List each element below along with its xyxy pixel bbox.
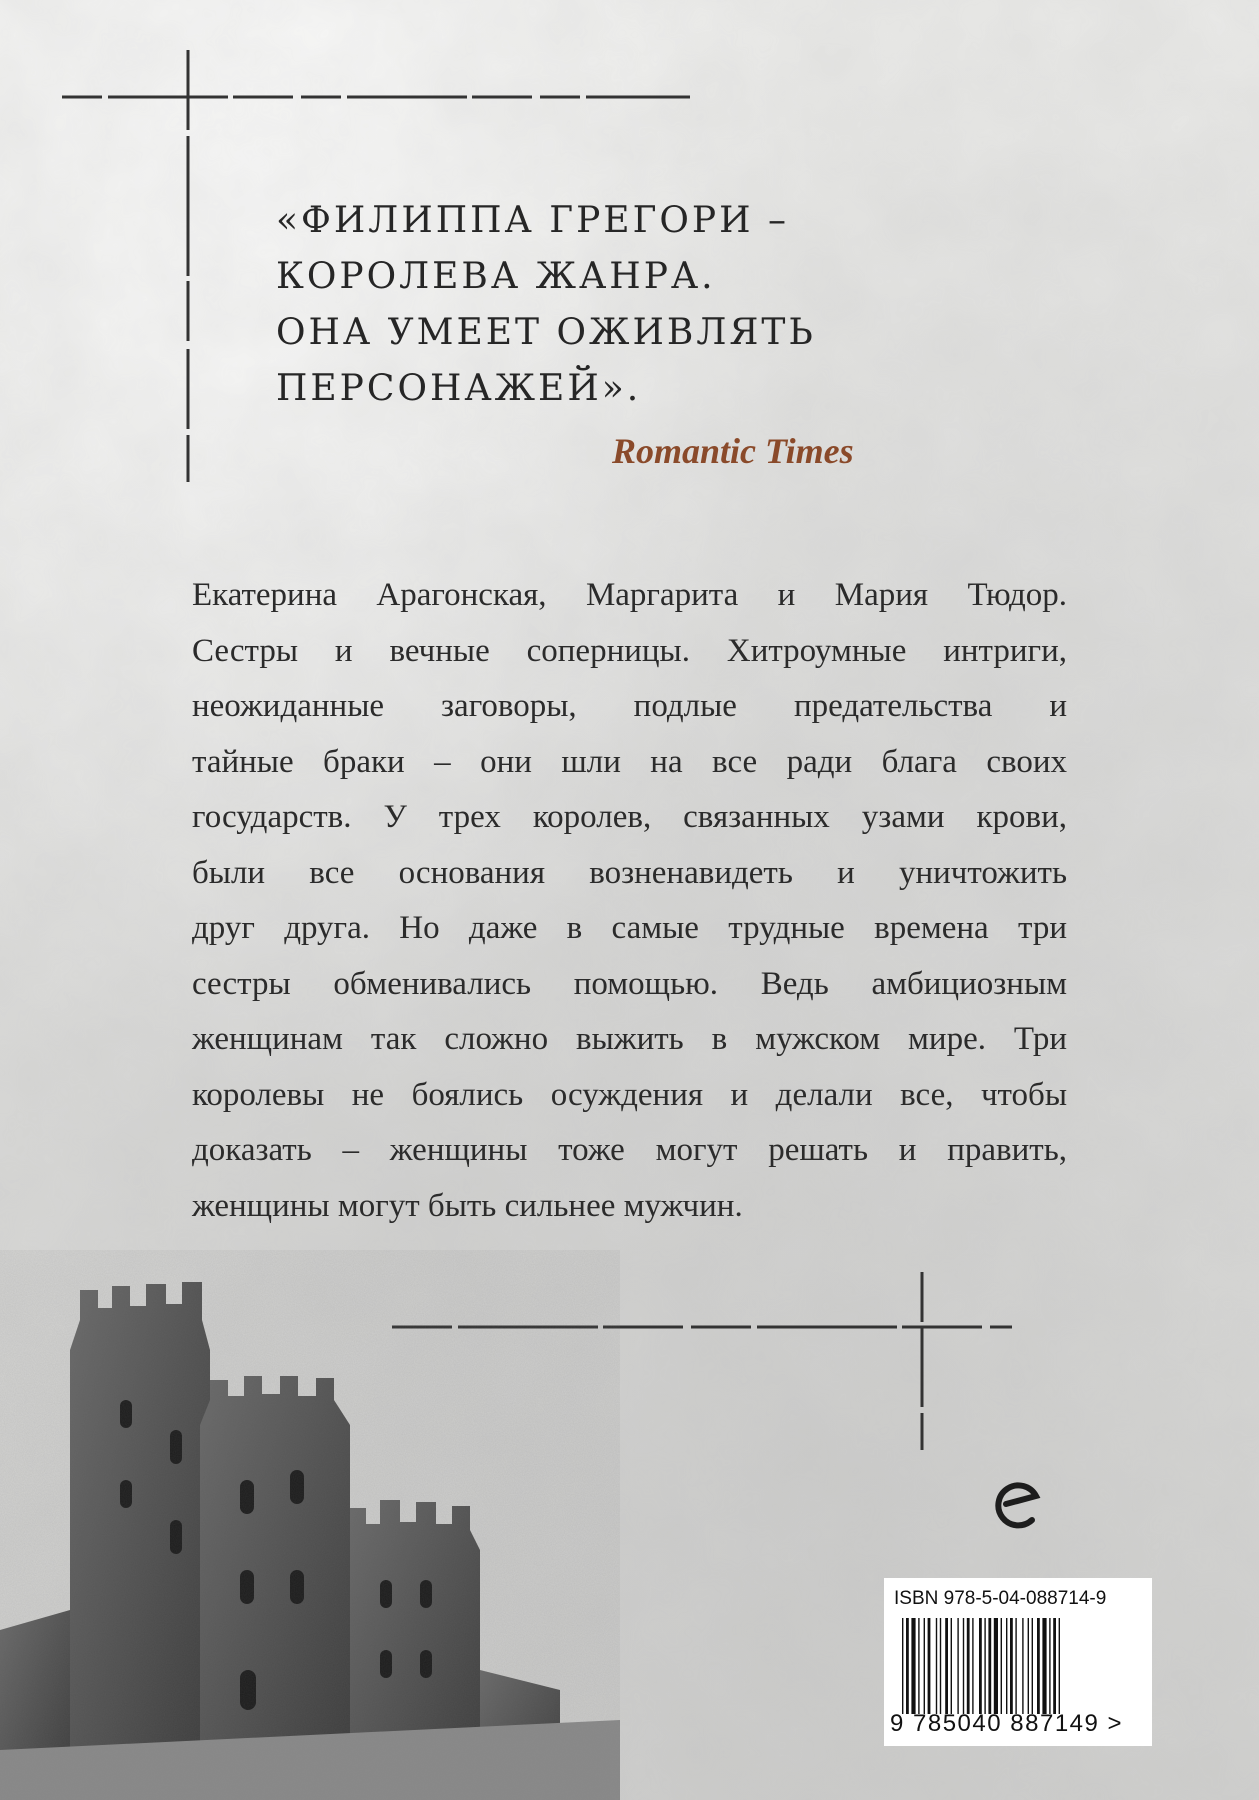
description-line: женщинам так сложно выжить в мужском мире. Три [192,1021,1067,1057]
barcode-bar [1037,1618,1040,1714]
barcode-bar [1001,1618,1002,1714]
description-line: были все основания возненавидеть и уничтожить [192,854,1067,891]
castle-illustration [0,1250,620,1800]
barcode-bar [928,1618,931,1714]
barcode-bar [994,1618,998,1714]
barcode-bar [1053,1618,1056,1714]
description-line: Екатерина Арагонская, Маргарита и Мария Тюдор. [192,577,1067,613]
barcode-bar [951,1618,952,1714]
description-line: государств. У трех королев, связанных узами крови, [192,799,1067,835]
barcode-bar [911,1618,915,1714]
barcode [902,1618,1134,1714]
barcode-bar [984,1618,985,1714]
barcode-bar [1015,1618,1016,1714]
quote-line: «ФИЛИППА ГРЕГОРИ – [276,200,789,241]
barcode-bar [963,1618,964,1714]
barcode-bar [979,1618,982,1714]
description-line: доказать – женщины тоже могут решать и править, [192,1132,1067,1168]
quote-line: ПЕРСОНАЖЕЙ». [276,368,642,409]
barcode-bar [902,1618,903,1714]
isbn-barcode-panel [884,1578,1152,1746]
barcode-bar [918,1618,919,1714]
quote-block [276,193,996,417]
barcode-bar [906,1618,909,1714]
barcode-bar [936,1618,937,1714]
barcode-digits: 9 785040 887149 > [890,1710,1124,1737]
barcode-bar [924,1618,925,1714]
barcode-bar [1049,1618,1050,1714]
quote-attribution: Romantic Times [612,431,854,471]
barcode-bar [945,1618,948,1714]
description-line: друг друга. Но даже в самые трудные времена три [192,910,1067,946]
barcode-bar [1032,1618,1033,1714]
barcode-bar [1042,1618,1046,1714]
barcode-bar [972,1618,973,1714]
barcode-bar [1022,1618,1023,1714]
eksmo-logo-icon [992,1476,1044,1530]
quote-line: КОРОЛЕВА ЖАНРА. [276,256,716,297]
description-paragraph [192,568,1067,1234]
barcode-bar [1006,1618,1007,1714]
barcode-bar [967,1618,970,1714]
description-line: сестры обменивались помощью. Ведь амбициозным [192,965,1067,1002]
barcode-bar [1028,1618,1029,1714]
barcode-bar [988,1618,991,1714]
description-line: королевы не боялись осуждения и делали все, чтобы [192,1076,1067,1113]
description-line: Сестры и вечные соперницы. Хитроумные интриги, [192,632,1067,669]
barcode-bar [1059,1618,1060,1714]
description-line: женщины могут быть сильнее мужчин. [192,1187,743,1224]
barcode-bar [957,1618,958,1714]
description-line: неожиданные заговоры, подлые предательства и [192,688,1067,724]
isbn-label: ISBN 978-5-04-088714-9 [894,1588,1107,1609]
quote-line: ОНА УМЕЕТ ОЖИВЛЯТЬ [276,312,816,353]
barcode-bar [940,1618,941,1714]
description-line: тайные браки – они шли на все ради блага своих [192,743,1067,780]
barcode-bar [1010,1618,1013,1714]
